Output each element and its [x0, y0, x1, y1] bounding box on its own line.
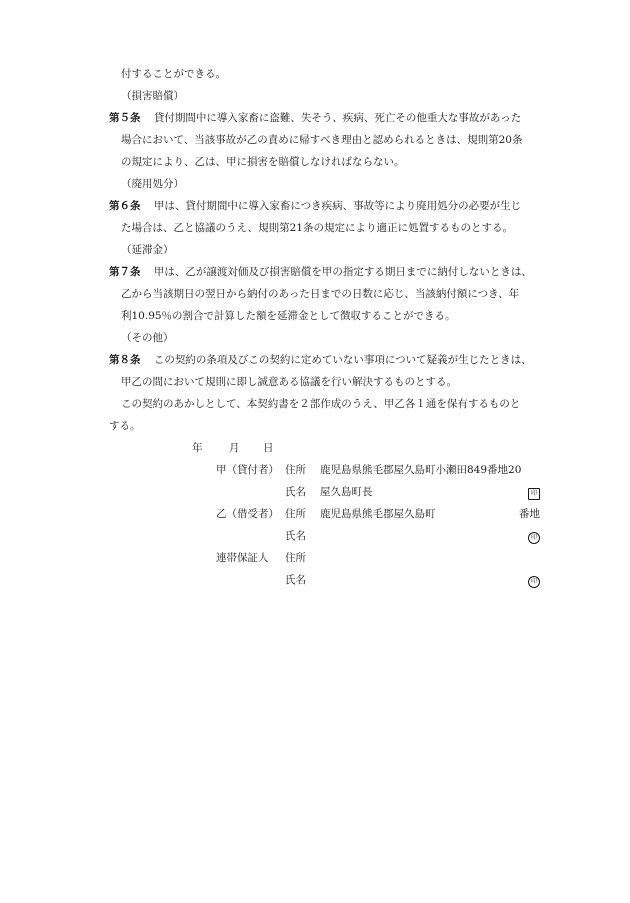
article-5-head: 第５条 [109, 112, 141, 124]
lender-label: 甲（貸付者） [216, 464, 279, 476]
lender-seal-icon: 印 [528, 485, 540, 499]
date-month: 月 [229, 442, 240, 454]
date-year: 年 [192, 442, 203, 454]
lender-address: 鹿児島県熊毛郡屋久島町小瀬田849番地20 [320, 464, 522, 476]
guarantor-name-label: 氏名 [285, 574, 306, 586]
article-8-caption: （その他） [121, 332, 174, 344]
article-7-line-2: 乙から当該期日の翌日から納付のあった日までの日数に応じ、当該納付額につき、年 [121, 288, 520, 300]
article-8-head: 第８条 [109, 354, 141, 366]
borrower-name-label: 氏名 [285, 530, 306, 542]
lender-address-label: 住所 [285, 464, 306, 476]
borrower-address-suffix: 番地 [519, 508, 540, 520]
closing-line-2: する。 [109, 420, 141, 432]
article-6-line-1: 第６条 甲は、貸付期間中に導入家畜につき疾病、事故等により廃用処分の必要が生じ [109, 200, 522, 212]
borrower-seal-icon: 印 [528, 529, 540, 543]
article-5-line-1: 第５条 貸付期間中に導入家畜に盗難、失そう、疾病、死亡その他重大な事故があった [109, 112, 522, 124]
article-6-line-2: た場合は、乙と協議のうえ、規則第21条の規定により適正に処置するものとする。 [121, 222, 513, 234]
closing-line-1: この契約のあかしとして、本契約書を２部作成のうえ、甲乙各１通を保有するものと [121, 398, 521, 410]
borrower-address-label: 住所 [285, 508, 306, 520]
article-7-line-1: 第７条 甲は、乙が譲渡対価及び損害賠償を甲の指定する期日までに納付しないときは、 [109, 266, 532, 278]
article-7-head: 第７条 [109, 266, 141, 278]
article-6-head: 第６条 [109, 200, 141, 212]
date-day: 日 [263, 442, 274, 454]
article-7-caption: （延滞金） [121, 244, 174, 256]
borrower-address: 鹿児島県熊毛郡屋久島町 [320, 508, 436, 520]
guarantor-address-label: 住所 [285, 552, 306, 564]
article-8-line-1: 第８条 この契約の条項及びこの契約に定めていない事項について疑義が生じたときは、 [109, 354, 532, 366]
article-5-caption: （損害賠償） [121, 90, 184, 102]
borrower-label: 乙（借受者） [216, 508, 279, 520]
lender-name-label: 氏名 [285, 486, 306, 498]
guarantor-seal-icon: 印 [528, 573, 540, 587]
article-6-caption: （廃用処分） [121, 178, 184, 190]
lender-name: 屋久島町長 [320, 486, 373, 498]
article-7-line-3: 利10.95％の割合で計算した額を延滞金として徴収することができる。 [121, 310, 456, 322]
intro-line: 付することができる。 [121, 68, 226, 80]
article-5-line-3: の規定により、乙は、甲に損害を賠償しなければならない。 [121, 156, 405, 168]
article-8-line-2: 甲乙の間において規則に即し誠意ある協議を行い解決するものとする。 [121, 376, 457, 388]
guarantor-label: 連帯保証人 [216, 552, 269, 564]
article-5-line-2: 場合において、当該事故が乙の責めに帰すべき理由と認められるときは、規則第20条 [121, 134, 523, 146]
